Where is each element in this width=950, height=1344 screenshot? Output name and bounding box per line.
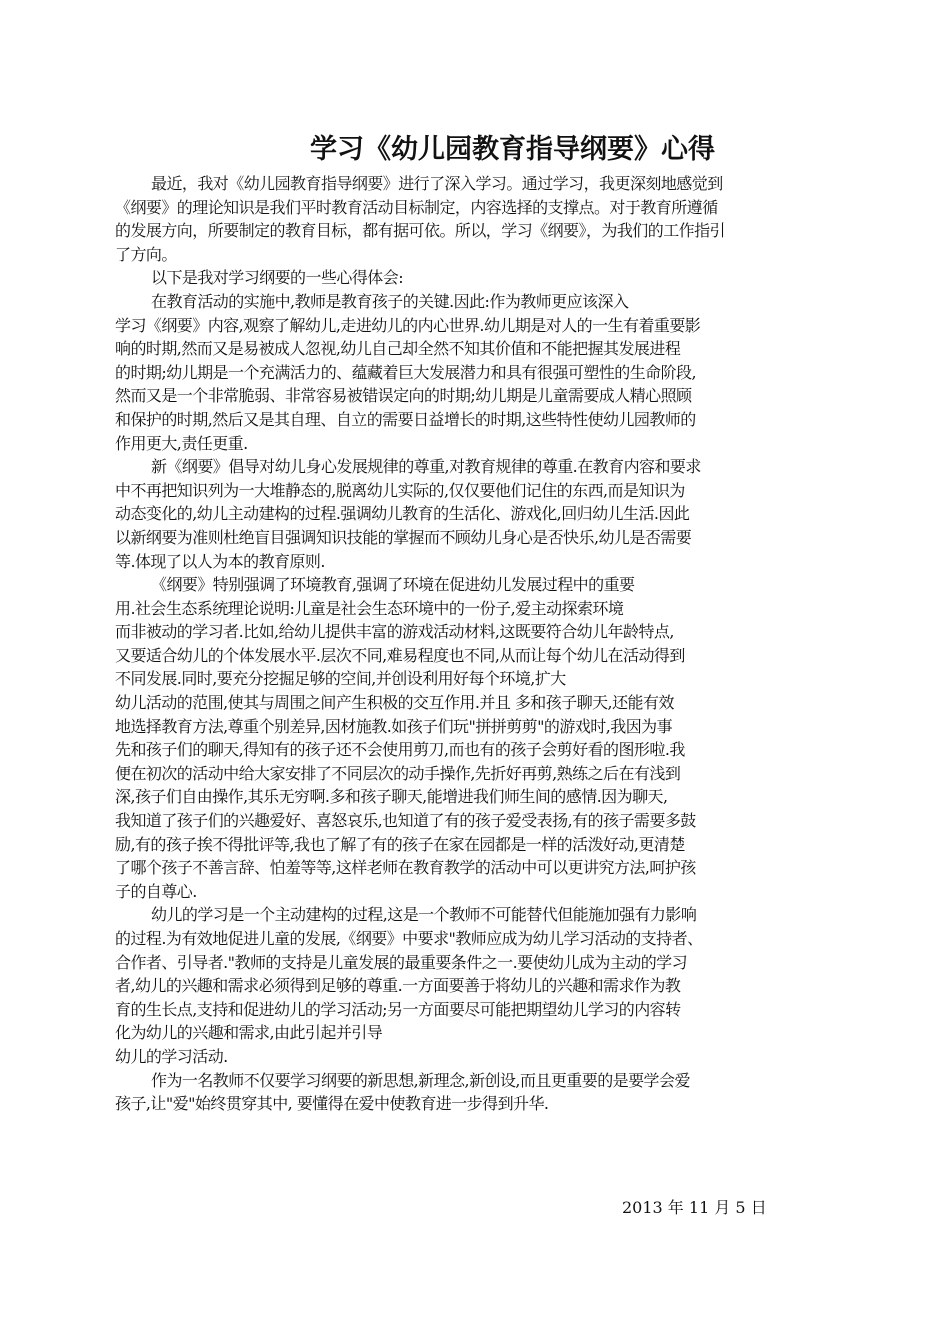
text-line: 用.社会生态系统理论说明:儿童是社会生态环境中的一份子,爱主动探索环境 [115,598,624,618]
paragraph-1 [115,290,840,455]
text-line: 然而又是一个非常脆弱、非常容易被错误定向的时期;幼儿期是儿童需要成人精心照顾 [115,386,692,406]
text-line: 励,有的孩子挨不得批评等,我也了解了有的孩子在家在园都是一样的活泼好动,更清楚 [115,834,685,854]
text-line: 中不再把知识列为一大堆静态的,脱离幼儿实际的,仅仅要他们记住的东西,而是知识为 [115,480,685,500]
text-line: 的过程.为有效地促进儿童的发展,《纲要》中要求"教师应成为幼儿学习活动的支持者、 [115,929,703,948]
text-line: 幼儿的学习是一个主动建构的过程,这是一个教师不可能替代但能施加强有力影响 [151,905,697,925]
text-line: 作为一名教师不仅要学习纲要的新思想,新理念,新创设,而且更重要的是要学会爱 [151,1070,690,1090]
text-line: 孩子,让"爱"始终贯穿其中, 要懂得在爱中使教育进一步得到升华. [115,1094,549,1114]
text-line: 作用更大,责任更重. [115,433,248,453]
paragraph-intro [115,172,840,266]
text-line: 学习《纲要》内容,观察了解幼儿,走进幼儿的内心世界.幼儿期是对人的一生有着重要影 [115,315,701,335]
paragraph-5 [115,1069,840,1116]
text-line: 化为幼儿的兴趣和需求,由此引起并引导 [115,1023,383,1043]
text-line: 者,幼儿的兴趣和需求必须得到足够的尊重.一方面要善于将幼儿的兴趣和需求作为教 [115,976,681,996]
text-line: 等.体现了以人为本的教育原则. [115,551,325,571]
text-line: 最近，我对《幼儿园教育指导纲要》进行了深入学习。通过学习，我更深刻地感觉到 [151,174,723,193]
text-line: 新《纲要》倡导对幼儿身心发展规律的尊重,对教育规律的尊重.在教育内容和要求 [151,457,701,477]
text-line: 我知道了孩子们的兴趣爱好、喜怒哀乐,也知道了有的孩子爱受表扬,有的孩子需要多鼓 [115,811,696,831]
text-line: 在教育活动的实施中,教师是教育孩子的关键.因此:作为教师更应该深入 [151,291,629,311]
text-line: 而非被动的学习者.比如,给幼儿提供丰富的游戏活动材料,这既要符合幼儿年龄特点, [115,622,674,642]
text-line: 地选择教育方法,尊重个别差异,因材施教.如孩子们玩"拼拼剪剪"的游戏时,我因为事 [115,716,673,736]
text-line: 了哪个孩子不善言辞、怕羞等等,这样老师在教育教学的活动中可以更讲究方法,呵护孩 [115,858,696,878]
text-line: 先和孩子们的聊天,得知有的孩子还不会使用剪刀,而也有的孩子会剪好看的图形啦.我 [115,740,685,760]
text-line: 又要适合幼儿的个体发展水平.层次不同,难易程度也不同,从而让每个幼儿在活动得到 [115,645,685,665]
paragraph-3 [115,573,840,903]
text-line: 的发展方向，所要制定的教育目标，都有据可依。所以，学习《纲要》，为我们的工作指引 [115,221,726,241]
text-line: 以新纲要为准则杜绝盲目强调知识技能的掌握而不顾幼儿身心是否快乐,幼儿是否需要 [115,527,692,547]
document-body [115,128,840,1116]
paragraph-lead [115,266,840,290]
text-line: 响的时期,然而又是易被成人忽视,幼儿自己却全然不知其价值和不能把握其发展进程 [115,339,681,359]
text-line: 育的生长点,支持和促进幼儿的学习活动;另一方面要尽可能把期望幼儿学习的内容转 [115,999,681,1019]
text-line: 不同发展.同时,要充分挖掘足够的空间,并创设利用好每个环境,扩大 [115,669,566,689]
paragraph-4 [115,903,840,1068]
document-title: 学习《幼儿园教育指导纲要》心得 [310,134,715,165]
document-date: 2013 年 11 月 5 日 [622,1198,767,1217]
text-line: 以下是我对学习纲要的一些心得体会: [151,268,404,288]
text-line: 深,孩子们自由操作,其乐无穷啊.多和孩子聊天,能增进我们师生间的感情.因为聊天, [115,787,668,807]
text-line: 《纲要》特别强调了环境教育,强调了环境在促进幼儿发展过程中的重要 [151,575,635,595]
text-line: 的时期;幼儿期是一个充满活力的、蕴藏着巨大发展潜力和具有很强可塑性的生命阶段, [115,362,697,382]
text-line: 幼儿的学习活动. [115,1046,228,1066]
paragraph-2 [115,455,840,573]
text-line: 幼儿活动的范围,使其与周围之间产生积极的交互作用.并且 多和孩子聊天,还能有效 [115,693,674,713]
text-line: 合作者、引导者."教师的支持是儿童发展的最重要条件之一.要使幼儿成为主动的学习 [115,952,688,972]
text-line: 便在初次的活动中给大家安排了不同层次的动手操作,先折好再剪,熟练之后在有浅到 [115,763,681,783]
text-line: 了方向。 [115,244,177,264]
text-line: 《纲要》的理论知识是我们平时教育活动目标制定，内容选择的支撑点。对于教育所遵循 [115,197,718,217]
text-line: 动态变化的,幼儿主动建构的过程.强调幼儿教育的生活化、游戏化,回归幼儿生活.因此 [115,504,690,524]
text-line: 子的自尊心. [115,881,197,901]
text-line: 和保护的时期,然后又是其自理、自立的需要日益增长的时期,这些特性使幼儿园教师的 [115,409,696,429]
